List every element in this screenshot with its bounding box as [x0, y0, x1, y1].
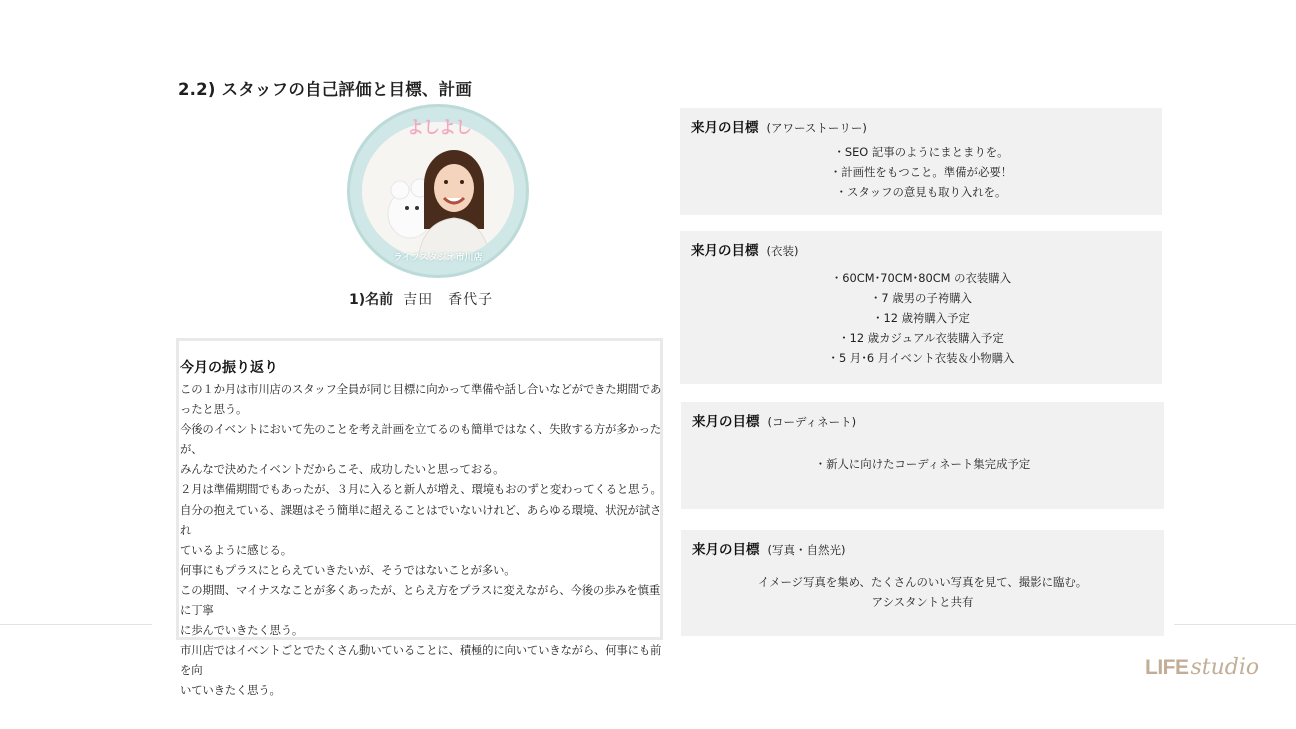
- goal-heading: [692, 538, 845, 558]
- goal-category: (写真・自然光): [767, 543, 846, 557]
- goal-item: アシスタントと共有: [871, 595, 974, 610]
- staff-avatar: [347, 104, 529, 278]
- goal-category: (アワーストーリー): [766, 121, 867, 135]
- divider-left: [0, 624, 152, 625]
- monthly-review-panel: [176, 338, 663, 698]
- goal-title: 来月の目標: [691, 243, 759, 259]
- goal-items: [680, 142, 1162, 202]
- review-text: [180, 379, 662, 701]
- review-heading: 今月の振り返り: [180, 360, 278, 376]
- brand-studio-text: studio: [1190, 655, 1260, 680]
- goal-title: 来月の目標: [691, 120, 759, 136]
- avatar-logo-text: よしよし: [407, 118, 471, 138]
- portrait-illustration: [362, 122, 514, 260]
- goal-item: ・新人に向けたコーディネート集完成予定: [814, 457, 1031, 471]
- goal-panel-coordinate: [681, 402, 1164, 509]
- goal-item: ・計画性をもつこと。準備が必要！: [829, 165, 1013, 180]
- goal-heading: [692, 410, 856, 430]
- review-line: 市川店ではイベントごとでたくさん動いていることに、積極的に向いていきながら、何事にも前を向: [180, 643, 662, 678]
- review-line: いていきたく思う。: [180, 683, 281, 698]
- review-line: ったと思う。: [180, 402, 248, 417]
- goal-item: イメージ写真を集め、たくさんのいい写真を見て、撮影に臨む。: [757, 575, 1088, 589]
- review-line: ているように感じる。: [180, 542, 292, 557]
- goal-category: (衣装): [766, 244, 799, 258]
- goal-item: ・7 歳男の子袴購入: [870, 291, 972, 306]
- name-label: 1)名前: [349, 292, 394, 308]
- goal-category: (コーディネート): [767, 415, 857, 429]
- goal-item: ・スタッフの意見も取り入れを。: [835, 185, 1007, 200]
- name-value: 吉田 香代子: [403, 292, 494, 308]
- goal-title: 来月の目標: [692, 542, 760, 558]
- section-title: 2.2) スタッフの自己評価と目標、計画: [178, 80, 473, 99]
- goal-item: ・5 月･6 月イベント衣装＆小物購入: [827, 351, 1015, 366]
- review-line: 自分の抱えている、課題はそう簡単に超えることはでいないけれど、あらゆる環境、状況が試され: [180, 502, 662, 537]
- review-line: みんなで決めたイベントだからこそ、成功したいと思っておる。: [180, 462, 505, 477]
- goal-panel-photo: [681, 530, 1164, 636]
- avatar-photo: [362, 122, 514, 260]
- goal-item: ・12 歳袴購入予定: [872, 311, 970, 326]
- goal-heading: [691, 116, 867, 136]
- goal-item: ・SEO 記事のようにまとまりを。: [833, 145, 1009, 159]
- goal-item: ・12 歳カジュアル衣装購入予定: [838, 331, 1004, 346]
- review-line: 今後のイベントにおいて先のことを考え計画を立てるのも簡単ではなく、失敗する方が多かったが、: [180, 422, 661, 457]
- goal-items: [680, 268, 1162, 368]
- review-line: 何事にもプラスにとらえていきたいが、そうではないことが多い。: [180, 562, 516, 577]
- goal-items: [681, 454, 1164, 474]
- review-line: に歩んでいきたく思う。: [180, 623, 304, 638]
- brand-life-text: LIFE: [1145, 656, 1189, 679]
- goal-heading: [691, 239, 798, 259]
- goal-panel-our-story: [680, 108, 1162, 215]
- avatar-caption: ライフスタジオ市川店: [393, 253, 483, 263]
- goal-item: ・60CM･70CM･80CM の衣装購入: [830, 271, 1012, 285]
- review-line: ２月は準備期間でもあったが、３月に入ると新人が増え、環境もおのずと変わってくると思う。: [180, 482, 662, 497]
- brand-logo: [1145, 655, 1259, 680]
- staff-name: [349, 289, 493, 309]
- review-line: この期間、マイナスなことが多くあったが、とらえ方をプラスに変えながら、今後の歩みを慎重に丁寧: [180, 582, 661, 618]
- review-line: この１か月は市川店のスタッフ全員が同じ目標に向かって準備や話し合いなどができた期間であ: [180, 382, 662, 396]
- divider-right: [1174, 624, 1296, 625]
- goal-panel-costume: [680, 231, 1162, 384]
- goal-title: 来月の目標: [692, 414, 760, 430]
- goal-items: [681, 572, 1164, 612]
